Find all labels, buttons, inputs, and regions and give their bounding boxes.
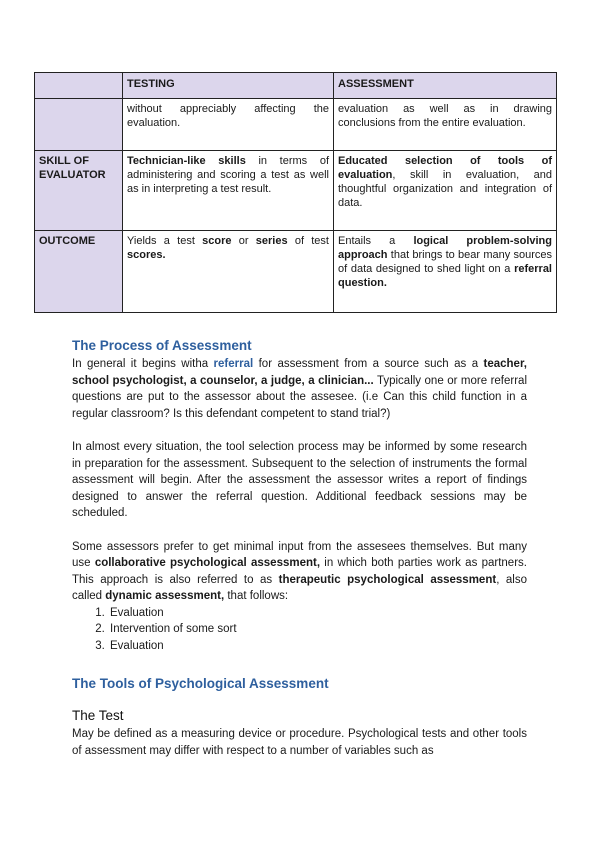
bold-term: therapeutic psychological assessment xyxy=(278,573,497,586)
bold-term: referral question. xyxy=(338,263,552,289)
testing-cell xyxy=(123,151,334,231)
bold-term: teacher, school psychologist, a counselor, a judge, a clinician... xyxy=(72,358,527,387)
subheading-the-test: The Test xyxy=(72,708,124,723)
testing-vs-assessment-table xyxy=(34,72,557,313)
bold-term: series xyxy=(255,235,288,247)
cell-text: of test xyxy=(287,235,329,247)
steps-list xyxy=(72,605,527,655)
header-assessment: ASSESSMENT xyxy=(334,73,557,99)
row-label: OUTCOME xyxy=(35,231,123,313)
bold-term: collaborative psychological assessment, xyxy=(94,557,321,569)
section-heading-process: The Process of Assessment xyxy=(72,338,252,353)
text: Typically one or more referral questions are put to the assessor about the assesee. (i.e Can this child function in a regular classroom? Is this defendant competent to stand trial?) xyxy=(72,374,527,420)
bold-term: dynamic assessment, xyxy=(105,590,225,602)
list-item: 3. Evaluation xyxy=(108,638,527,655)
assessment-cell xyxy=(334,231,557,313)
text: In general it begins witha xyxy=(72,358,214,370)
process-paragraph-1 xyxy=(72,356,527,422)
text: in which both parties work as partners. This approach is also referred to as xyxy=(72,557,527,586)
row-label xyxy=(35,151,123,231)
bold-term: Technician-like skills xyxy=(127,155,246,167)
text: for assessment from a source such as a xyxy=(253,358,484,370)
cell-text: that brings to bear many sources of data designed to shed light on a xyxy=(338,249,552,275)
assessment-cell: evaluation as well as in drawing conclusions from the entire evaluation. xyxy=(334,99,557,151)
document-body xyxy=(72,336,527,759)
row-label-text: SKILL OF EVALUATOR xyxy=(39,155,106,181)
bold-term: Educated selection of tools of evaluation xyxy=(338,155,552,181)
text: , also called xyxy=(72,573,527,602)
cell-text: Yields a test xyxy=(127,235,203,247)
text: Some assessors prefer to get minimal input from the assesees themselves. But many use xyxy=(72,540,527,569)
process-paragraph-2: In almost every situation, the tool selection process may be informed by some research in preparation for the assessment. Subsequent to the selection of instruments the formal assessment will begin. After the assessment the assessor writes a report of findings designed to answer the referral question. Additional feedback sessions may be scheduled. xyxy=(72,441,527,519)
row-label xyxy=(35,99,123,151)
bold-term: scores. xyxy=(127,249,166,261)
testing-cell: without appreciably affecting the evaluation. xyxy=(123,99,334,151)
tools-paragraph-1: May be defined as a measuring device or procedure. Psychological tests and other tools of assessment may differ with respect to a number of variables such as xyxy=(72,728,527,757)
cell-text: Entails a xyxy=(338,235,414,247)
table-row xyxy=(35,231,557,313)
referral-term: referral xyxy=(213,358,254,370)
cell-text: , skill in evaluation, and thoughtful organization and integration of data. xyxy=(338,169,552,209)
header-empty xyxy=(35,73,123,99)
table-row xyxy=(35,151,557,231)
process-paragraph-3 xyxy=(72,539,527,605)
table-header-row xyxy=(35,73,557,99)
section-heading-tools: The Tools of Psychological Assessment xyxy=(72,676,329,691)
list-item: 2. Intervention of some sort xyxy=(108,621,527,638)
table-row xyxy=(35,99,557,151)
assessment-cell xyxy=(334,151,557,231)
cell-text: in terms of administering and scoring a test as well as in interpreting a test result. xyxy=(127,155,330,195)
list-item: 1. Evaluation xyxy=(108,605,527,622)
testing-cell xyxy=(123,231,334,313)
cell-text: or xyxy=(231,235,256,247)
text: that follows: xyxy=(224,590,289,602)
header-testing: TESTING xyxy=(123,73,334,99)
bold-term: logical problem-solving approach xyxy=(338,235,552,261)
bold-term: score xyxy=(202,235,232,247)
